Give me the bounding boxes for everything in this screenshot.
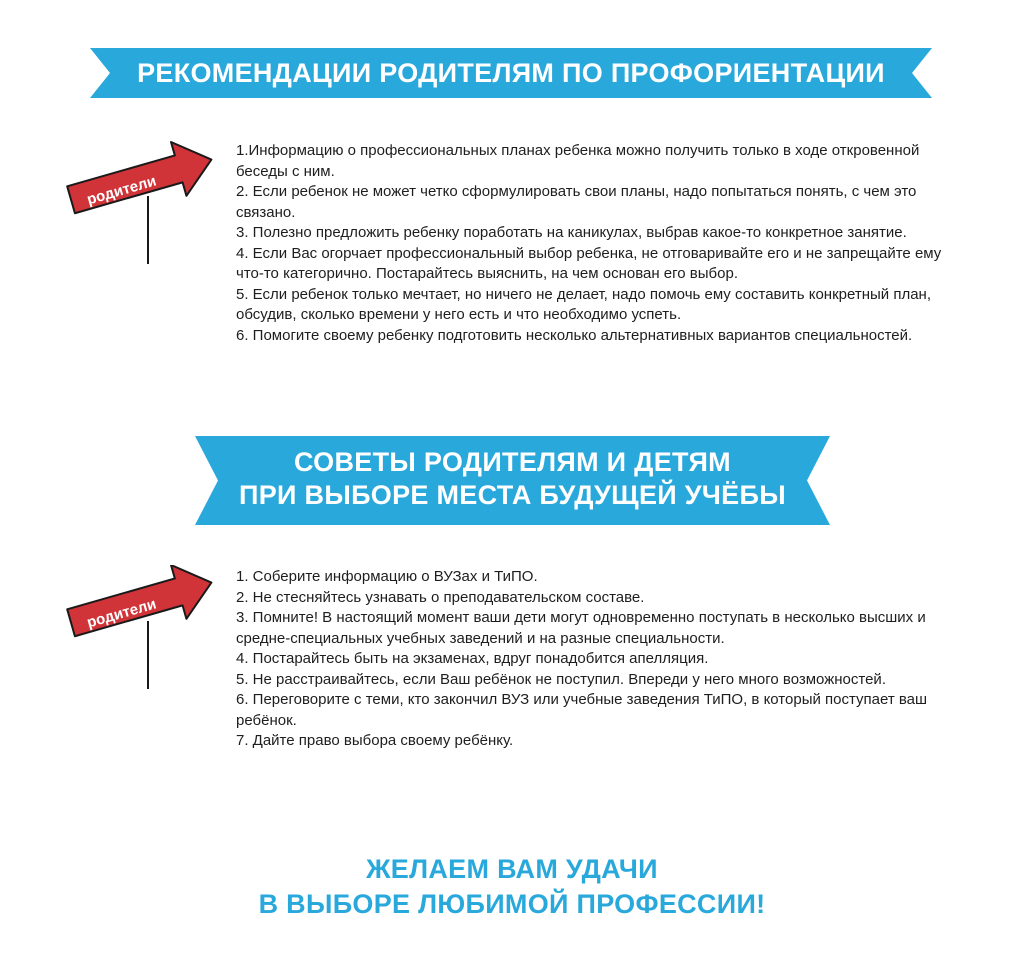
list-item: 4. Постарайтесь быть на экзаменах, вдруг понадобится апелляция. [236, 650, 709, 667]
section1-banner [90, 48, 932, 98]
section1-recommendations-list [236, 141, 966, 346]
list-item: 2. Если ребенок не может четко сформулировать свои планы, надо попытаться понять, с чем это связано. [236, 183, 917, 221]
signpost-label: родители [85, 595, 159, 632]
list-item: 2. Не стесняйтесь узнавать о преподавательском составе. [236, 588, 645, 606]
list-item: 1. Соберите информацию о ВУЗах и ТиПО. [236, 568, 538, 585]
list-item: 5. Если ребенок только мечтает, но ничего не делает, надо помочь ему составить конкретный план, обсудив, сколько времени у него есть и что необходимо успеть. [236, 285, 931, 323]
list-item: 6. Помогите своему ребенку подготовить несколько альтернативных вариантов специальностей. [236, 326, 913, 344]
closing-line2: В ВЫБОРЕ ЛЮБИМОЙ ПРОФЕССИИ! [258, 889, 766, 919]
list-item: 6. Переговорите с теми, кто закончил ВУЗ или учебные заведения ТиПО, в который поступает ваш ребёнок. [236, 691, 928, 729]
signpost-arrow-icon [62, 565, 232, 695]
list-item: 4. Если Вас огорчает профессиональный выбор ребенка, не отговаривайте его и не запрещайте ему что-то категорично. Постарайтесь выяснить, на чем основан его выбор. [236, 244, 942, 282]
list-item: 7. Дайте право выбора своему ребёнку. [236, 732, 514, 749]
parents-signpost-1 [62, 138, 232, 268]
section2-title-line1: СОВЕТЫ РОДИТЕЛЯМ И ДЕТЯМ [294, 447, 731, 477]
list-item: 3. Помните! В настоящий момент ваши дети могут одновременно поступать в несколько высших и средне-специальных учебных заведений и на разные специальности. [236, 609, 926, 647]
parents-signpost-2 [62, 565, 232, 695]
section1-title: РЕКОМЕНДАЦИИ РОДИТЕЛЯМ ПО ПРОФОРИЕНТАЦИИ [137, 58, 885, 88]
section2-title-line2: ПРИ ВЫБОРЕ МЕСТА БУДУЩЕЙ УЧЁБЫ [239, 480, 786, 510]
section2-advice-list [236, 567, 966, 752]
closing-wish [0, 852, 1024, 922]
closing-line1: ЖЕЛАЕМ ВАМ УДАЧИ [366, 854, 658, 884]
list-item: 5. Не расстраивайтесь, если Ваш ребёнок не поступил. Впереди у него много возможностей. [236, 670, 886, 688]
section2-banner [195, 436, 830, 525]
list-item: 3. Полезно предложить ребенку поработать на каникулах, выбрав какое-то конкретное занятие. [236, 224, 907, 241]
section2-title [195, 446, 830, 512]
list-item: 1.Информацию о профессиональных планах ребенка можно получить только в ходе откровенной беседы с ним. [236, 142, 920, 180]
signpost-label: родители [85, 172, 159, 209]
